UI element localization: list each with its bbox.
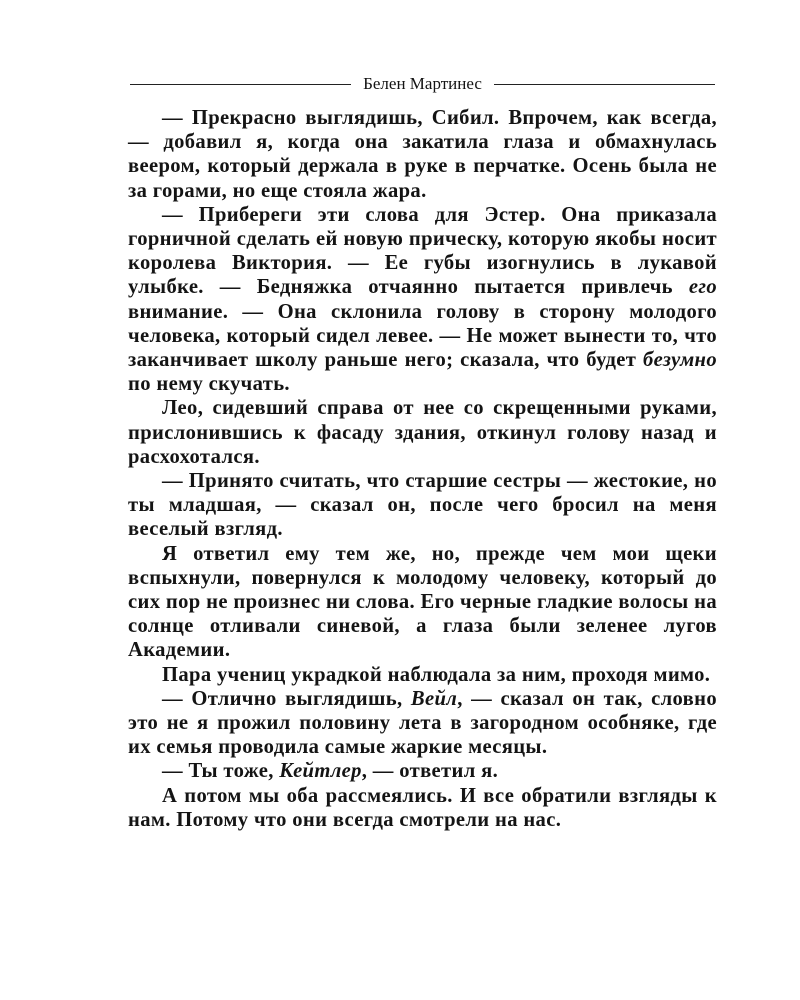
- paragraph: [128, 687, 717, 760]
- header-rule-right: [494, 84, 715, 85]
- paragraph: [128, 542, 717, 663]
- paragraph: [128, 106, 717, 203]
- italic-run: его: [688, 276, 717, 299]
- text-run: Пара учениц украдкой наблюдала за ним, проходя мимо.: [162, 663, 711, 686]
- text-run: , — ответил я.: [361, 760, 499, 783]
- text-run: Я ответил ему тем же, но, прежде чем мои щеки вспыхнули, повернулся к молодому человеку, который до сих пор не произнес ни слова. Его черные гладкие волосы на солнце отливали синевой, а глаза были зеленее лугов Академии.: [128, 542, 717, 662]
- text-run: — Прибереги эти слова для Эстер. Она приказала горничной сделать ей новую прическу, которую якобы носит королева Виктория. — Ее губы изогнулись в лукавой улыбке. — Бедняжка отчаянно пытается привлечь: [128, 203, 717, 299]
- paragraph: [128, 203, 717, 397]
- paragraph: [128, 396, 717, 469]
- text-run: — Принято считать, что старшие сестры — жестокие, но ты младшая, — сказал он, после чего бросил на меня веселый взгляд.: [128, 470, 717, 541]
- italic-run: Вейл: [410, 687, 458, 710]
- text-run: , — сказал он так, словно это не я прожил половину лета в загородном особняке, где их семья проводила самые жаркие месяцы.: [128, 687, 717, 759]
- text-run: внимание. — Она склонила голову в сторону молодого человека, который сидел левее. — Не может вынести то, что заканчивает школу раньше него; сказала, что будет: [128, 300, 717, 372]
- paragraph: [128, 759, 717, 783]
- text-run: — Прекрасно выглядишь, Сибил. Впрочем, как всегда, — добавил я, когда она закатила глаза и обмахнулась веером, который держала в руке в перчатке. Осень была не за горами, но еще стояла жара.: [128, 107, 717, 202]
- text-run: по нему скучать.: [128, 373, 290, 396]
- text-run: — Отлично выглядишь,: [162, 687, 411, 710]
- text-run: А потом мы оба рассмеялись. И все обратили взгляды к нам. Потому что они всегда смотрели на нас.: [128, 784, 717, 831]
- text-run: Лео, сидевший справа от нее со скрещенными руками, прислонившись к фасаду здания, откинул голову назад и расхохотался.: [128, 397, 717, 468]
- paragraph: [128, 784, 717, 832]
- running-header-author: Белен Мартинес: [363, 74, 482, 93]
- paragraph: [128, 663, 717, 687]
- italic-run: Кейтлер: [279, 760, 362, 783]
- running-header: [130, 72, 715, 96]
- header-rule-left: [130, 84, 351, 85]
- body-text: [128, 106, 717, 832]
- paragraph: [128, 469, 717, 542]
- text-run: — Ты тоже,: [162, 760, 280, 783]
- italic-run: безумно: [643, 349, 717, 372]
